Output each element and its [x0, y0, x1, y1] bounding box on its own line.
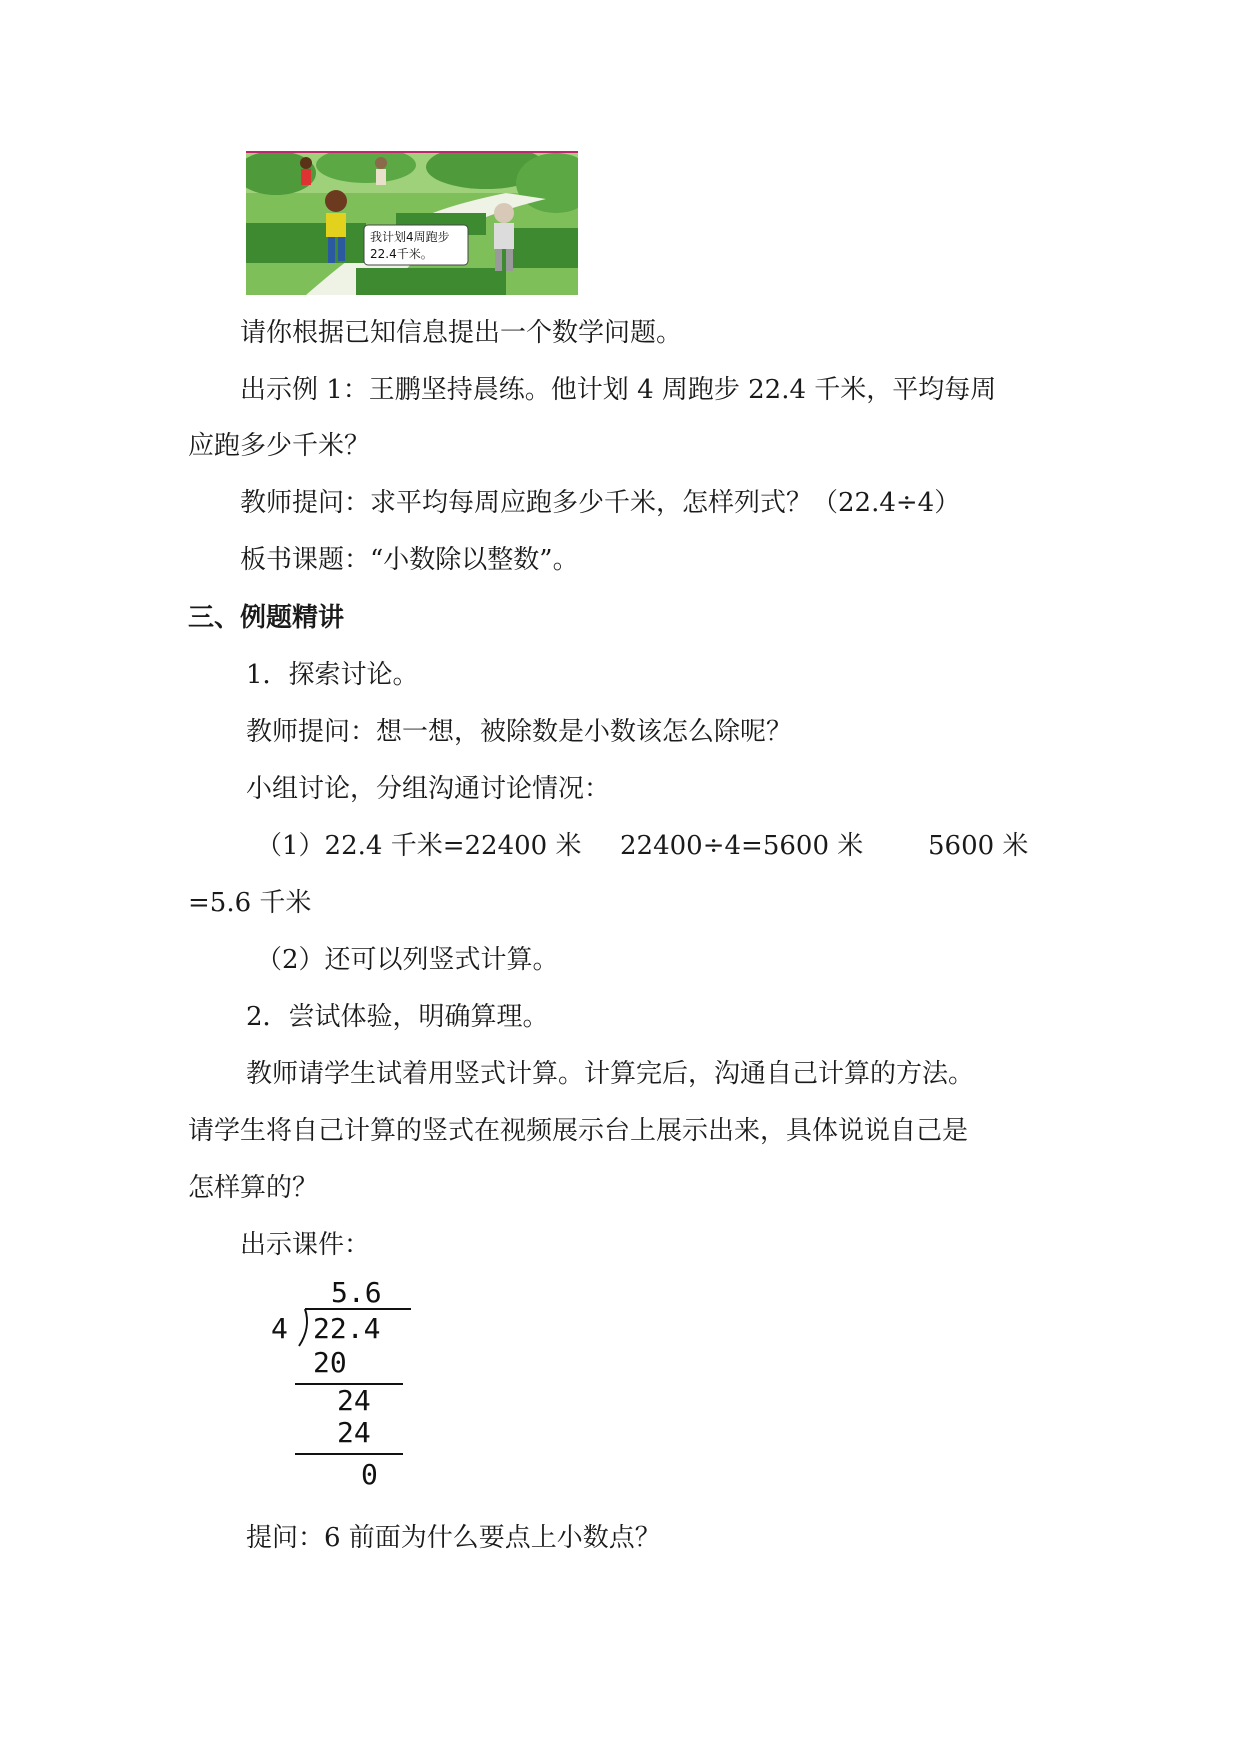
paragraph-example1-line2: 应跑多少千米？ [188, 431, 371, 461]
division-divisor: 4 [271, 1312, 288, 1345]
paragraph-students-line2: 请学生将自己计算的竖式在视频展示台上展示出来，具体说说自己是 [188, 1116, 969, 1146]
running-illustration [246, 151, 578, 295]
method1-division: 22400÷4=5600 米 [620, 831, 864, 861]
long-division-figure [265, 1276, 425, 1496]
paragraph-teacher-think: 教师提问：想一想，被除数是小数该怎么除呢？ [246, 717, 793, 747]
paragraph-show-courseware: 出示课件： [240, 1230, 371, 1260]
paragraph-students-line1: 教师请学生试着用竖式计算。计算完后，沟通自己计算的方法。 [246, 1059, 975, 1089]
paragraph-teacher-question: 教师提问：求平均每周应跑多少千米，怎样列式？（22.4÷4） [240, 488, 961, 518]
method2-vertical: （2）还可以列竖式计算。 [256, 945, 559, 975]
division-step-bring-down: 24 [337, 1384, 371, 1417]
step-explore-discuss: 1．探索讨论。 [246, 660, 419, 690]
park-scene-image [246, 153, 578, 295]
section-heading: 三、例题精讲 [188, 603, 345, 633]
paragraph-decimal-point-question: 提问：6 前面为什么要点上小数点？ [246, 1523, 661, 1553]
method1-result-line2: =5.6 千米 [188, 888, 312, 918]
speech-bubble-line2: 22.4千米。 [370, 247, 433, 261]
paragraph-question-prompt: 请你根据已知信息提出一个数学问题。 [240, 318, 683, 348]
division-dividend: 22.4 [313, 1312, 381, 1345]
step-try-experience: 2．尝试体验，明确算理。 [246, 1002, 549, 1032]
paragraph-example1-line1: 出示例 1：王鹏坚持晨练。他计划 4 周跑步 22.4 千米，平均每周 [240, 375, 997, 405]
division-quotient: 5.6 [331, 1276, 382, 1309]
paragraph-lesson-title: 板书课题：“小数除以整数”。 [240, 545, 579, 575]
method1-result: 5600 米 [928, 831, 1029, 861]
division-step-subtract: 20 [313, 1346, 347, 1379]
paragraph-students-line3: 怎样算的？ [188, 1173, 319, 1203]
speech-bubble-line1: 我计划4周跑步 [370, 230, 450, 244]
division-bracket [299, 1309, 307, 1346]
division-step-subtract-2: 24 [337, 1416, 371, 1449]
paragraph-group-discussion: 小组讨论，分组沟通讨论情况： [246, 774, 611, 804]
method1-conversion: （1）22.4 千米=22400 米 [256, 831, 582, 861]
division-remainder: 0 [361, 1458, 378, 1491]
